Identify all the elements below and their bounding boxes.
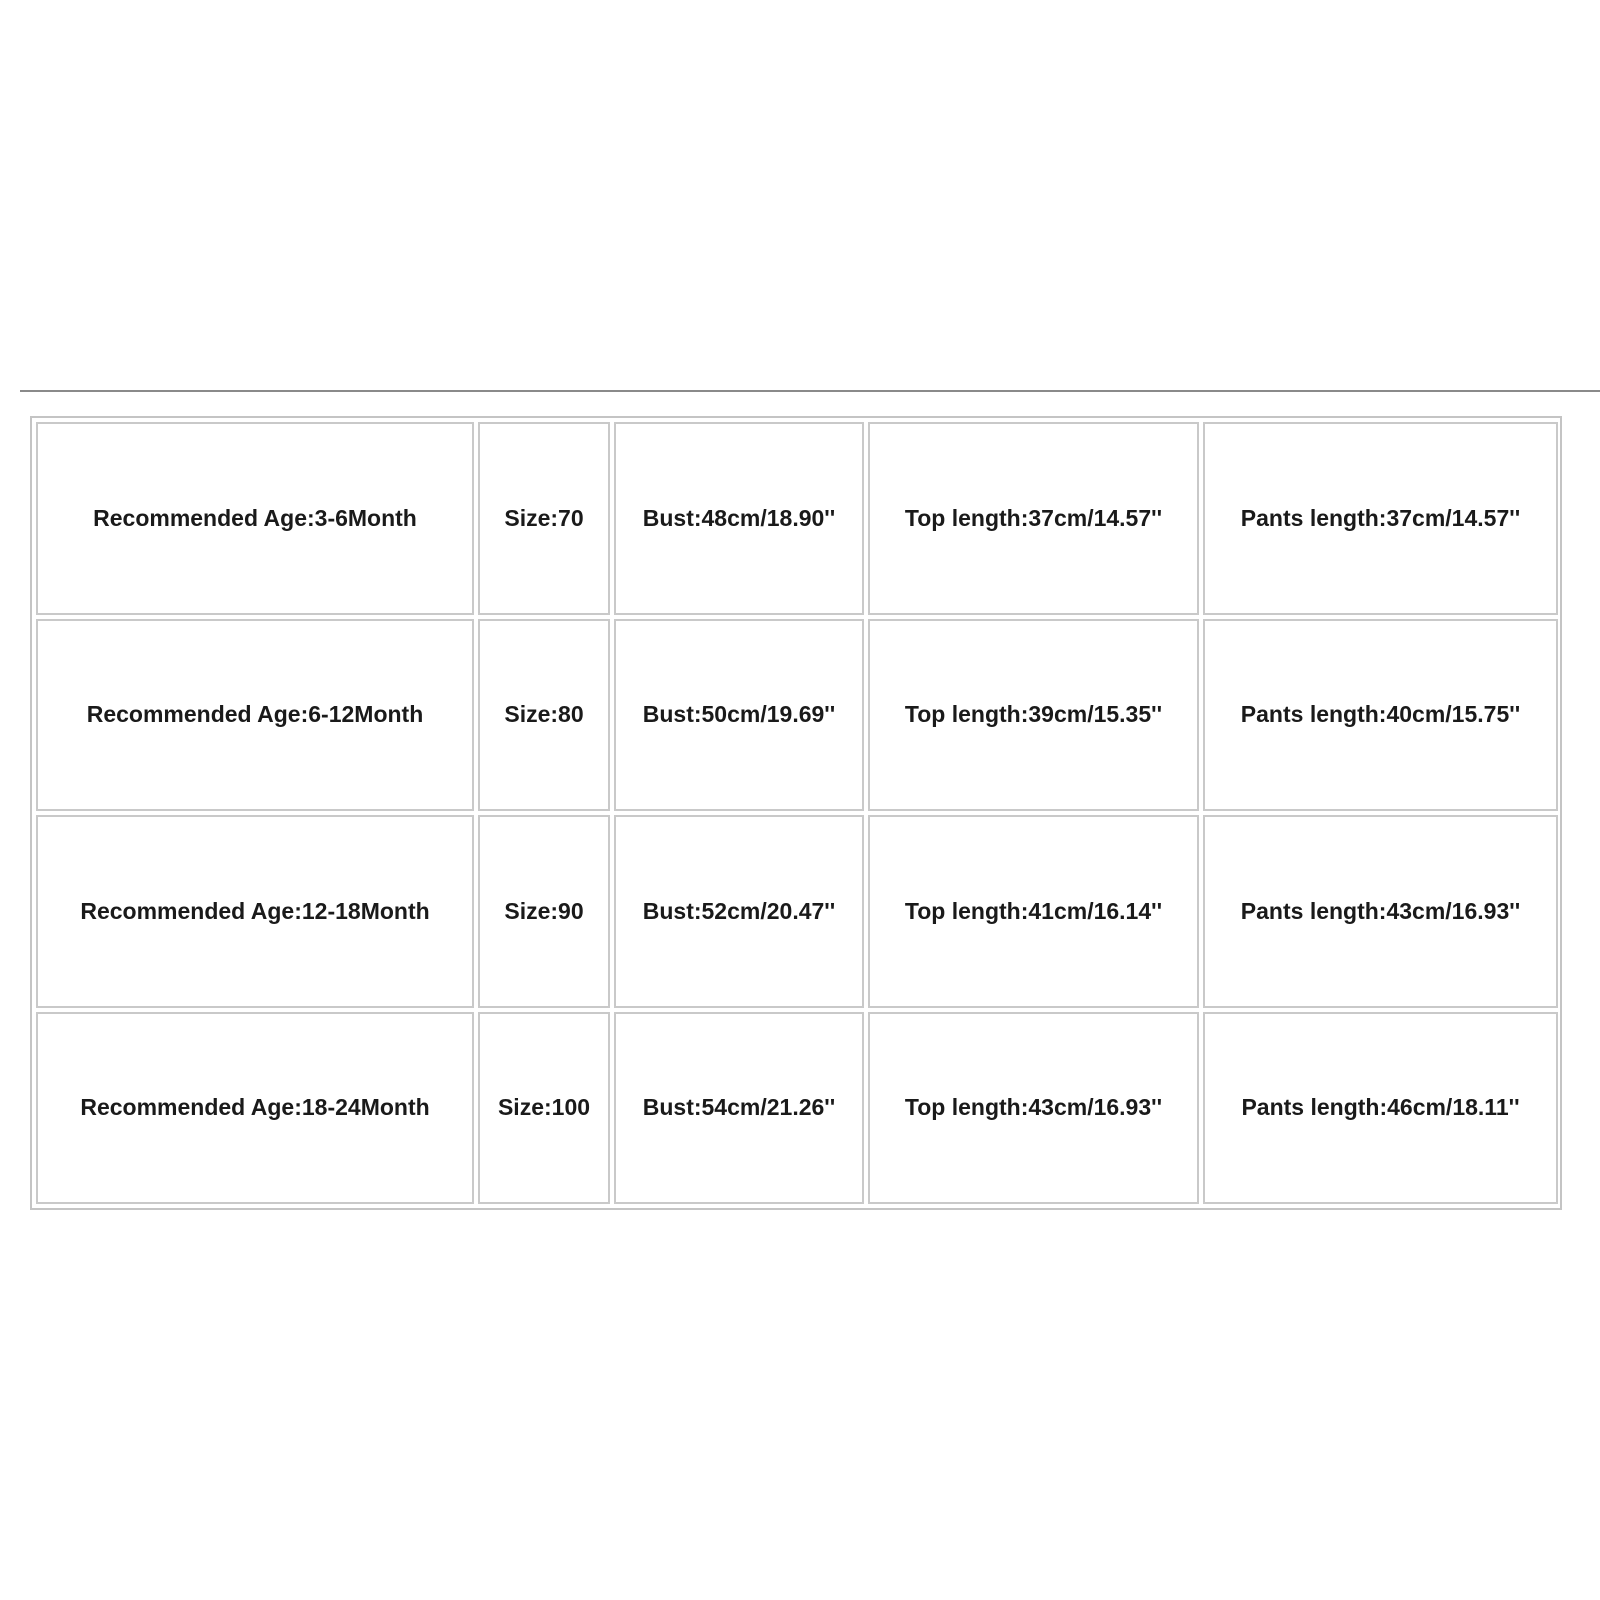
size-cell: Size:90 [478,815,610,1008]
age-cell: Recommended Age:12-18Month [36,815,474,1008]
size-cell: Size:80 [478,619,610,812]
table-row [36,1012,1558,1205]
age-cell: Recommended Age:3-6Month [36,422,474,615]
bust-cell: Bust:52cm/20.47'' [614,815,864,1008]
bust-cell: Bust:54cm/21.26'' [614,1012,864,1205]
age-cell: Recommended Age:18-24Month [36,1012,474,1205]
pants-length-cell: Pants length:40cm/15.75'' [1203,619,1558,812]
size-cell: Size:100 [478,1012,610,1205]
table-row [36,815,1558,1008]
top-length-cell: Top length:37cm/14.57'' [868,422,1199,615]
pants-length-cell: Pants length:43cm/16.93'' [1203,815,1558,1008]
pants-length-cell: Pants length:37cm/14.57'' [1203,422,1558,615]
bust-cell: Bust:48cm/18.90'' [614,422,864,615]
pants-length-cell: Pants length:46cm/18.11'' [1203,1012,1558,1205]
top-length-cell: Top length:43cm/16.93'' [868,1012,1199,1205]
table-row [36,422,1558,615]
age-cell: Recommended Age:6-12Month [36,619,474,812]
table-row [36,619,1558,812]
bust-cell: Bust:50cm/19.69'' [614,619,864,812]
size-chart-table [32,418,1562,1208]
horizontal-divider [20,390,1600,392]
top-length-cell: Top length:39cm/15.35'' [868,619,1199,812]
size-chart [30,416,1562,1210]
top-length-cell: Top length:41cm/16.14'' [868,815,1199,1008]
size-cell: Size:70 [478,422,610,615]
